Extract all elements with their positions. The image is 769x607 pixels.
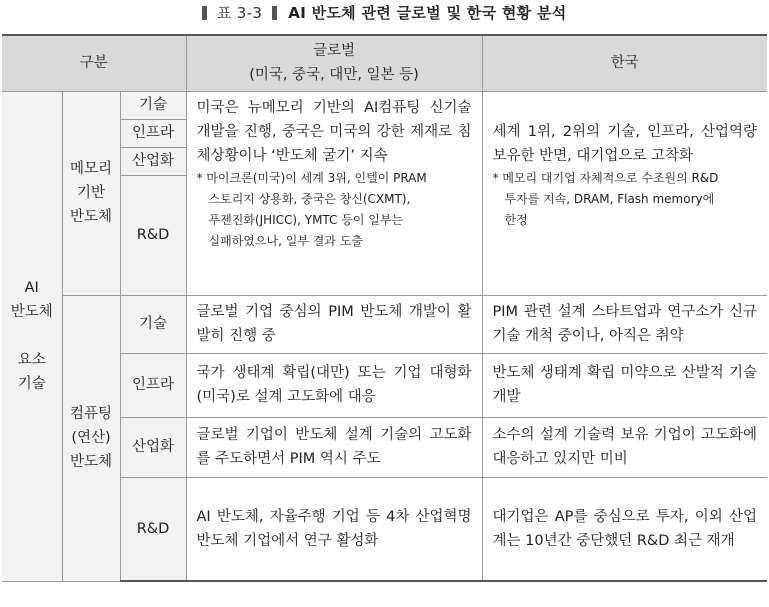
table-number: 표 3-3 xyxy=(216,4,263,22)
group-ai-semiconductor: AI 반도체 요소 기술 xyxy=(2,91,62,581)
computing-infra-korea: 반도체 생태계 확립 미약으로 산발적 기술 개발 xyxy=(482,353,767,417)
group-memory: 메모리 기반 반도체 xyxy=(62,91,120,295)
computing-industry-korea: 소수의 설계 기술력 보유 기업이 고도화에 대응하고 있지만 미비 xyxy=(482,417,767,477)
computing-industry-global: 글로벌 기업이 반도체 설계 기술의 고도화를 주도하면서 PIM 역시 주도 xyxy=(186,417,482,477)
header-row xyxy=(2,35,767,91)
caption-marker-left xyxy=(202,6,207,20)
sub-infra: 인프라 xyxy=(120,353,186,417)
header-korea: 한국 xyxy=(482,35,767,91)
header-global: 글로벌 (미국, 중국, 대만, 일본 등) xyxy=(186,35,482,91)
sub-tech: 기술 xyxy=(120,295,186,353)
computing-tech-korea: PIM 관련 설계 스타트업과 연구소가 신규 기술 개척 중이나, 아직은 취약 xyxy=(482,295,767,353)
computing-infra-global: 국가 생태계 확립(대만) 또는 기업 대형화(미국)로 설계 고도화에 대응 xyxy=(186,353,482,417)
computing-rnd-global: AI 반도체, 자율주행 기업 등 4차 산업혁명 반도체 기업에서 연구 활성화 xyxy=(186,477,482,581)
memory-global-cell: 미국은 뉴메모리 기반의 AI컴퓨팅 신기술 개발을 진행, 중국은 미국의 강한 제재로 침체상황이나 ‘반도체 굴기’ 지속 * 마이크론(미국)이 세계 3위, 인텔이 PRAM 스토리지 상용화, 중국은 창신(CXMT), 푸젠진화(JHICC), YMTC 등이 일부는 실패하였으나, 일부 결과 도출 xyxy=(186,91,482,295)
memory-global-note: * 마이크론(미국)이 세계 3위, 인텔이 PRAM 스토리지 상용화, 중국은 창신(CXMT), 푸젠진화(JHICC), YMTC 등이 일부는 실패하였으나, 일부 결과 도출 xyxy=(196,170,427,248)
sub-industry: 산업화 xyxy=(120,147,186,175)
memory-korea-cell: 세계 1위, 2위의 기술, 인프라, 산업역량 보유한 반면, 대기업으로 고착화 * 메모리 대기업 자체적으로 수조원의 R&D 투자를 지속, DRAM, Flash memory에 한정 xyxy=(482,91,767,295)
status-table xyxy=(2,34,767,582)
sub-tech: 기술 xyxy=(120,91,186,119)
memory-korea-note: * 메모리 대기업 자체적으로 수조원의 R&D 투자를 지속, DRAM, Flash memory에 한정 xyxy=(492,170,719,227)
sub-rnd: R&D xyxy=(120,175,186,295)
table-caption xyxy=(0,0,769,30)
table-title: AI 반도체 관련 글로벌 및 한국 현황 분석 xyxy=(288,4,567,22)
computing-tech-global: 글로벌 기업 중심의 PIM 반도체 개발이 활발히 진행 중 xyxy=(186,295,482,353)
sub-infra: 인프라 xyxy=(120,119,186,147)
sub-industry: 산업화 xyxy=(120,417,186,477)
computing-rnd-korea: 대기업은 AP를 중심으로 투자, 이외 산업계는 10년간 중단했던 R&D 최근 재개 xyxy=(482,477,767,581)
caption-marker-right xyxy=(272,6,277,20)
header-category: 구분 xyxy=(2,35,186,91)
table-row xyxy=(2,295,767,353)
sub-rnd: R&D xyxy=(120,477,186,581)
group-computing: 컴퓨팅 (연산) 반도체 xyxy=(62,295,120,581)
table-row xyxy=(2,91,767,119)
